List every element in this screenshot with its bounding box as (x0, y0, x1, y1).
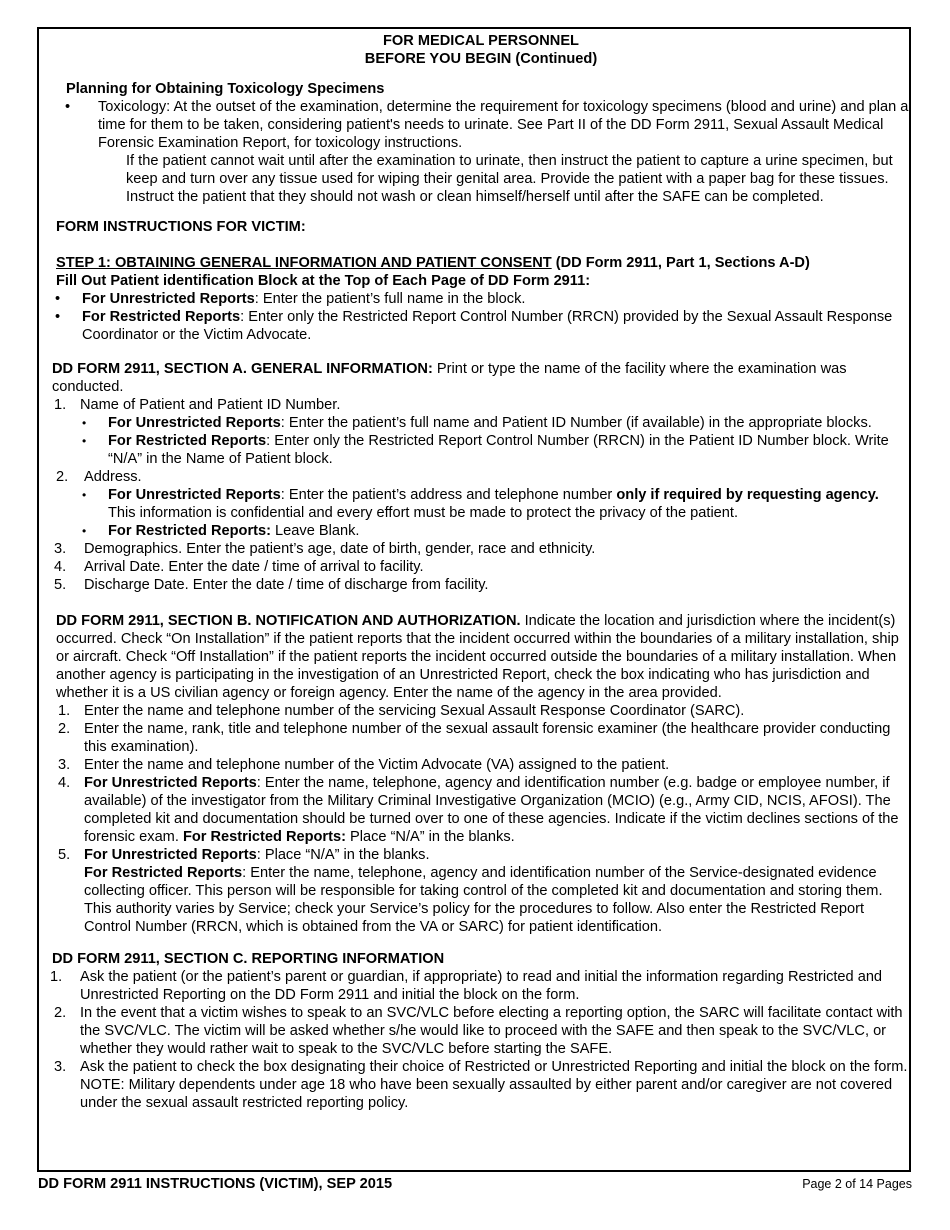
section-b-item-1: 1. Enter the name and telephone number of the servicing Sexual Assault Response Coordinator (SARC). (58, 703, 745, 719)
sub-label: For Unrestricted Reports (108, 415, 281, 431)
item-text: Discharge Date. Enter the date / time of discharge from facility. (84, 577, 489, 593)
page-content (52, 32, 910, 1112)
item-text: Enter the name and telephone number of the servicing Sexual Assault Response Coordinator (SARC). (84, 703, 745, 719)
sub-text: Leave Blank. (271, 523, 360, 539)
section-c-heading: DD FORM 2911, SECTION C. REPORTING INFORMATION (52, 951, 445, 967)
item-text: Demographics. Enter the patient’s age, date of birth, gender, race and ethnicity. (84, 541, 596, 557)
section-b-item-5: 5. For Unrestricted Reports: Place “N/A” in the blanks. (58, 847, 430, 863)
section-b-item-3: 3. Enter the name and telephone number of the Victim Advocate (VA) assigned to the patient. (58, 757, 670, 773)
item-label: For Restricted Reports (84, 865, 243, 881)
sub-label: For Restricted Reports: (108, 523, 271, 539)
step1-section (52, 254, 910, 344)
page-header (52, 32, 910, 68)
item-label-2: For Restricted Reports: (182, 829, 346, 845)
section-c (52, 950, 910, 1112)
step1-bullet-1 (52, 290, 910, 308)
item-text: Enter the name, rank, title and telephone number of the sexual assault forensic examiner (the healthcare provider conducting this examination). (84, 721, 891, 755)
page-frame (37, 27, 911, 1172)
section-a-item-2-sub-1 (52, 486, 910, 522)
item-text: In the event that a victim wishes to speak to an SVC/VLC before electing a reporting option, the SARC will facilitate contact with the SVC/VLC. The victim will be asked whether s/he would like to proceed with the SAFE and then speak to the SVC/VLC, or whether they would rather wait to speak to the SVC/VLC before starting the SAFE. (80, 1005, 903, 1057)
section-a-item-2: 2. Address. (56, 469, 142, 485)
bullet-text: : Enter only the Restricted Report Control Number (RRCN) provided by the Sexual Assault Response Coordinator or the Victim Advocate. (82, 309, 893, 343)
item-text: Arrival Date. Enter the date / time of arrival to facility. (84, 559, 424, 575)
section-a (52, 360, 910, 594)
bullet-label: For Restricted Reports (82, 309, 241, 325)
section-a-heading: DD FORM 2911, SECTION A. GENERAL INFORMATION: (52, 361, 433, 377)
item-text: Ask the patient (or the patient’s parent or guardian, if appropriate) to read and initial the information regarding Restricted and Unrestricted Reporting on the DD Form 2911 and initial the block on the form. (80, 969, 883, 1003)
section-a-item-1-sub-1 (52, 414, 910, 432)
item-text: : Enter the name, telephone, agency and identification number (e.g. badge or employee number, if available) of the investigator from the Military Criminal Investigative Organization (MCIO) (e.g., Army CID, NCIS, AFOSI). The completed kit and documentation should be turned over to one of these agencies. Indicate if the victim declines sections of the forensic exam. (84, 775, 899, 845)
section-a-item-1-sub-2 (52, 432, 910, 468)
item-text: Address. (84, 469, 142, 485)
section-a-intro-text: Print or type the name of the facility where the examination was conducted. (52, 361, 847, 395)
step1-heading: STEP 1: OBTAINING GENERAL INFORMATION AND PATIENT CONSENT (56, 255, 552, 271)
item-text: Enter the name and telephone number of the Victim Advocate (VA) assigned to the patient. (84, 757, 670, 773)
header-line-1: FOR MEDICAL PERSONNEL (383, 33, 579, 49)
section-a-intro (52, 360, 910, 396)
section-b-heading: DD FORM 2911, SECTION B. NOTIFICATION AND AUTHORIZATION. (56, 613, 521, 629)
section-a-item-3: 3. Demographics. Enter the patient’s age, date of birth, gender, race and ethnicity. (54, 541, 596, 557)
section-b (52, 612, 910, 936)
toxicology-section (52, 80, 910, 206)
sub-label: For Restricted Reports (108, 433, 267, 449)
section-b-intro-text: Indicate the location and jurisdiction where the incident(s) occurred. Check “On Installation” if the patient reports that the incident occurred within the boundaries of a military installation, ship or aircraft. Check “Off Installation” if the patient reports the incident occurred outside the boundaries of a military installation. When another agency is participating in the investigation of an Unrestricted Report, check the box indicating who has jurisdiction and whether it is a US civilian agency or foreign agency. Enter the name of the agency in the area provided. (56, 613, 899, 701)
step1-subheading: Fill Out Patient identification Block at the Top of Each Page of DD Form 2911: (56, 273, 591, 289)
section-c-item-2: 2. In the event that a victim wishes to speak to an SVC/VLC before electing a reporting option, the SARC will facilitate contact with the SVC/VLC. The victim will be asked whether s/he would like to proceed with the SAFE and then speak to the SVC/VLC, or whether they would rather wait to speak to the SVC/VLC before starting the SAFE. (54, 1005, 903, 1057)
item-text: Ask the patient to check the box designating their choice of Restricted or Unrestricted Reporting and initial the block on the form. NOTE: Military dependents under age 18 who have been sexually assaulted by either parent and/or caregiver are not covered under the sexual assault restricted reporting policy. (80, 1059, 908, 1111)
step1-bullet-2 (52, 308, 910, 344)
toxicology-item-2: If the patient cannot wait until after the examination to urinate, then instruct the patient to capture a urine specimen, but keep and turn over any tissue used for wiping their genital area. Provide the patient with a paper bag for these tissues. (126, 153, 893, 187)
sub-bold: only if required by requesting agency. (616, 487, 879, 503)
section-a-item-5: 5. Discharge Date. Enter the date / time of discharge from facility. (54, 577, 489, 593)
section-b-item-4: 4. For Unrestricted Reports: Enter the name, telephone, agency and identification number (e.g. badge or employee number, if available) of the investigator from the Military Criminal Investigative Organization (MCIO) (e.g., Army CID, NCIS, AFOSI). The completed kit and documentation should be turned over to one of these agencies. Indicate if the victim declines sections of the forensic exam. For Restricted Reports: Place “N/A” in the blanks. (58, 775, 899, 845)
section-b-intro (56, 612, 910, 702)
item-text: : Place “N/A” in the blanks. (256, 847, 430, 863)
bullet-label: For Unrestricted Reports (82, 291, 255, 307)
footer-form-id: DD FORM 2911 INSTRUCTIONS (VICTIM), SEP 2015 (38, 1176, 393, 1192)
toxicology-heading: Planning for Obtaining Toxicology Specimens (66, 81, 385, 97)
section-c-item-3: 3. Ask the patient to check the box designating their choice of Restricted or Unrestricted Reporting and initial the block on the form. NOTE: Military dependents under age 18 who have been sexually assaulted by either parent and/or caregiver are not covered under the sexual assault restricted reporting policy. (54, 1059, 908, 1111)
step1-heading-tail: (DD Form 2911, Part 1, Sections A-D) (551, 255, 810, 271)
sub-text: : Enter only the Restricted Report Control Number (RRCN) in the Patient ID Number block. Write “N/A” in the Name of Patient block. (108, 433, 889, 467)
section-a-item-2-sub-2 (52, 522, 910, 540)
item-label: For Unrestricted Reports (84, 847, 257, 863)
bullet-text: : Enter the patient’s full name in the block. (254, 291, 526, 307)
sub-tail: This information is confidential and every effort must be made to protect the privacy of the patient. (108, 505, 739, 521)
form-instructions-title: FORM INSTRUCTIONS FOR VICTIM: (56, 219, 306, 235)
sub-label: For Unrestricted Reports (108, 487, 281, 503)
sub-text: : Enter the patient’s address and telephone number (280, 487, 617, 503)
item-tail: Place “N/A” in the blanks. (345, 829, 515, 845)
header-line-2: BEFORE YOU BEGIN (Continued) (364, 51, 598, 67)
section-c-item-1: 1. Ask the patient (or the patient’s parent or guardian, if appropriate) to read and initial the information regarding Restricted and Unrestricted Reporting on the DD Form 2911 and initial the block on the form. (50, 969, 883, 1003)
section-a-item-4: 4. Arrival Date. Enter the date / time of arrival to facility. (54, 559, 424, 575)
section-b-item-2: 2. Enter the name, rank, title and telephone number of the sexual assault forensic examiner (the healthcare provider conducting this examination). (58, 721, 891, 755)
footer-page-number: Page 2 of 14 Pages (802, 1177, 912, 1191)
item-text: : Enter the name, telephone, agency and identification number of the Service-designated evidence collecting officer. This person will be responsible for taking control of the completed kit and documentation and storing them. This authority varies by Service; check your Service’s policy for the procedures to follow. Also enter the Restricted Report Control Number (RRCN, which is obtained from the VA or SARC) for patient identification. (84, 865, 883, 935)
step1-heading-line (56, 254, 910, 272)
toxicology-item-3: Instruct the patient that they should not wash or clean himself/herself until after the SAFE can be completed. (126, 189, 824, 205)
toxicology-item-1: • Toxicology: At the outset of the examination, determine the requirement for toxicology specimens (blood and urine) and plan a time for them to be taken, considering patient's needs to urinate. See Part II of the DD Form 2911, Sexual Assault Medical Forensic Examination Report, for toxicology instructions. (52, 98, 910, 152)
item-label: For Unrestricted Reports (84, 775, 257, 791)
item-text: Name of Patient and Patient ID Number. (80, 397, 341, 413)
section-b-item-5-restricted (56, 864, 910, 936)
sub-text: : Enter the patient’s full name and Patient ID Number (if available) in the appropriate blocks. (280, 415, 872, 431)
section-a-item-1: 1. Name of Patient and Patient ID Number. (54, 397, 341, 413)
